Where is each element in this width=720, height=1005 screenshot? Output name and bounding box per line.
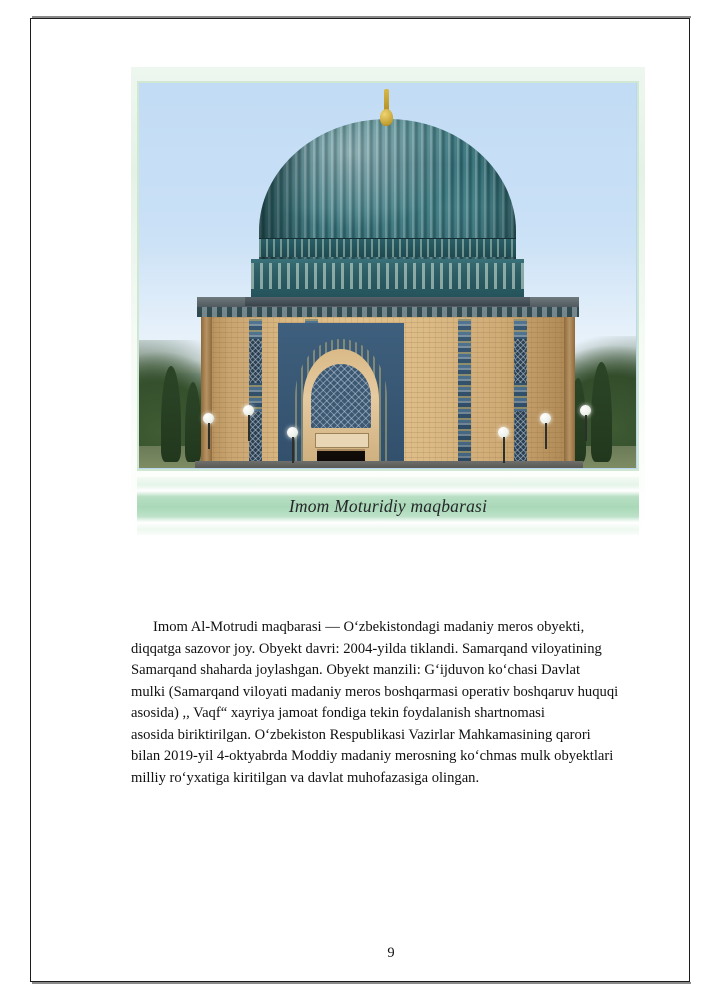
stone-plinth bbox=[195, 461, 583, 468]
figure-caption-band bbox=[137, 477, 639, 535]
dome-finial-orb bbox=[380, 109, 393, 126]
photograph-border bbox=[137, 81, 639, 471]
drum-cornice bbox=[245, 297, 530, 306]
lattice-window bbox=[250, 411, 261, 465]
arch-lattice-tympanum bbox=[311, 364, 371, 428]
drum-tile-pattern bbox=[251, 263, 524, 289]
paragraph-line: bilan 2019-yil 4-oktyabrda Moddiy madaniy merosning ko‘chmas mulk obyektlari bbox=[131, 748, 614, 764]
page-number: 9 bbox=[387, 945, 395, 961]
corner-pilaster-right bbox=[564, 315, 575, 468]
cornice-dentils bbox=[197, 307, 579, 317]
lattice-window bbox=[515, 339, 526, 383]
figure-caption-text: Imom Moturidiy maqbarasi bbox=[288, 495, 488, 516]
turquoise-ribbed-dome bbox=[259, 119, 516, 271]
page-border-frame bbox=[30, 18, 690, 982]
body-paragraph bbox=[131, 617, 647, 789]
dome-band-pattern bbox=[259, 239, 516, 257]
corner-pilaster-left bbox=[201, 315, 212, 468]
mausoleum-photograph bbox=[139, 83, 636, 468]
lattice-window bbox=[515, 411, 526, 465]
paragraph-line: asosida) ,, Vaqf“ xayriya jamoat fondiga tekin foydalanish shartnomasi bbox=[131, 705, 545, 721]
figure-block bbox=[131, 67, 645, 541]
paragraph-line: diqqatga sazovor joy. Obyekt davri: 2004-yilda tiklandi. Samarqand viloyatining bbox=[131, 640, 602, 657]
lattice-window bbox=[250, 339, 261, 383]
entrance-plaque bbox=[315, 433, 369, 448]
tile-strip bbox=[458, 319, 471, 467]
paragraph-line: Samarqand shaharda joylashgan. Obyekt manzili: G‘ijduvon ko‘chasi Davlat bbox=[131, 662, 581, 678]
paragraph-line: asosida biriktirilgan. O‘zbekiston Respublikasi Vazirlar Mahkamasining qarori bbox=[131, 726, 591, 743]
dome-drum bbox=[251, 259, 524, 299]
paragraph-line: mulki (Samarqand viloyati madaniy meros boshqarmasi operativ boshqaruv huquqi bbox=[131, 683, 619, 700]
dome-base-band bbox=[259, 238, 516, 257]
paragraph-line: milliy ro‘yxatiga kiritilgan va davlat muhofazasiga olingan. bbox=[131, 769, 480, 786]
paragraph-line: Imom Al-Motrudi maqbarasi — O‘zbekistondagi madaniy meros obyekti, bbox=[153, 619, 585, 635]
